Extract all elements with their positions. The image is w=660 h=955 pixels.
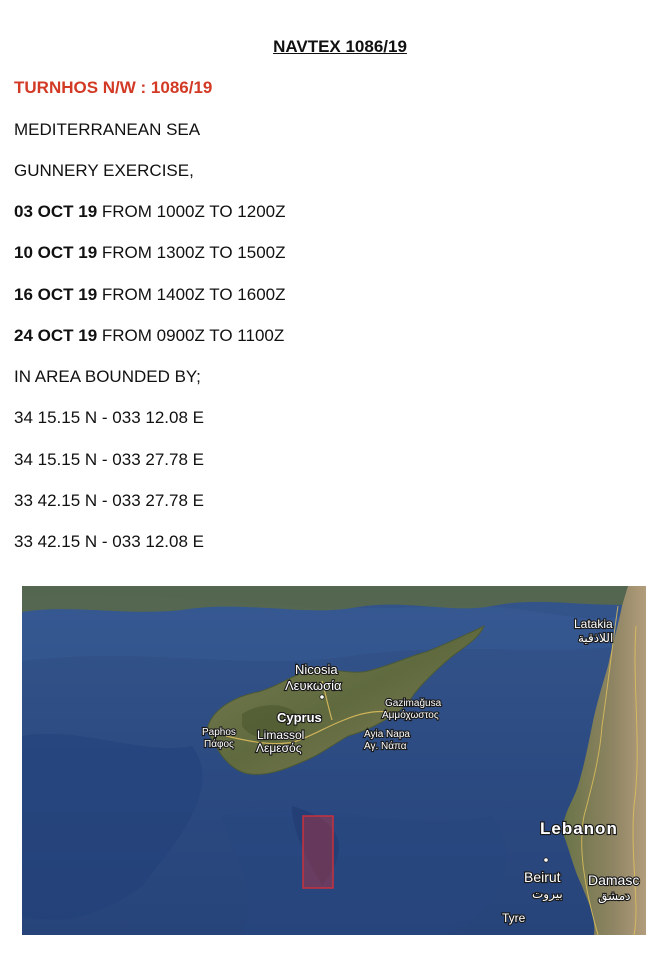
schedule-row xyxy=(14,243,286,263)
schedule-date: 03 OCT 19 xyxy=(14,202,98,221)
region-line: MEDITERRANEAN SEA xyxy=(14,120,201,139)
notice-header: TURNHOS N/W : 1086/19 xyxy=(14,78,213,97)
schedule-time: FROM 0900Z TO 1100Z xyxy=(101,326,285,345)
label-beirut: Beirut xyxy=(524,869,561,885)
schedule-date: 16 OCT 19 xyxy=(14,285,98,304)
exercise-area xyxy=(303,816,333,888)
satellite-map xyxy=(22,586,646,935)
schedule-row xyxy=(14,202,286,222)
label-tyre: Tyre xyxy=(502,911,526,925)
label-gazimagusa-gr: Αμμόχωστος xyxy=(382,710,439,721)
coordinate-line: 33 42.15 N - 033 12.08 E xyxy=(14,532,204,551)
schedule-row xyxy=(14,326,284,346)
area-intro: IN AREA BOUNDED BY; xyxy=(14,367,201,386)
label-damascus-ar: دمشق xyxy=(598,889,631,903)
coordinate-line: 34 15.15 N - 033 12.08 E xyxy=(14,408,204,427)
label-nicosia-gr: Λευκωσία xyxy=(285,678,342,693)
schedule-time: FROM 1400Z TO 1600Z xyxy=(101,285,286,304)
label-nicosia: Nicosia xyxy=(295,662,338,677)
coordinate-line: 34 15.15 N - 033 27.78 E xyxy=(14,450,204,469)
label-limassol: Limassol xyxy=(257,728,305,742)
schedule-row xyxy=(14,285,286,305)
label-limassol-gr: Λεμεσός xyxy=(256,741,302,755)
activity-line: GUNNERY EXERCISE, xyxy=(14,161,194,180)
schedule-time: FROM 1300Z TO 1500Z xyxy=(101,243,286,262)
label-gazimagusa: Gazimağusa xyxy=(385,698,442,709)
schedule-date: 10 OCT 19 xyxy=(14,243,98,262)
label-ayia-napa-gr: Αγ. Νάπα xyxy=(364,741,407,752)
page-title: NAVTEX 1086/19 xyxy=(273,37,407,56)
label-damascus: Damasc xyxy=(588,872,640,888)
schedule-date: 24 OCT 19 xyxy=(14,326,98,345)
label-latakia: Latakia xyxy=(574,617,613,631)
label-latakia-ar: اللاذقية xyxy=(578,631,614,645)
coordinate-line: 33 42.15 N - 033 27.78 E xyxy=(14,491,204,510)
schedule-time: FROM 1000Z TO 1200Z xyxy=(101,202,286,221)
label-paphos: Paphos xyxy=(202,727,236,738)
label-lebanon: Lebanon xyxy=(540,819,618,838)
label-cyprus: Cyprus xyxy=(277,710,322,725)
label-beirut-ar: بيروت xyxy=(532,887,563,901)
label-paphos-gr: Πάφος xyxy=(204,739,234,750)
label-ayia-napa: Ayia Napa xyxy=(364,729,410,740)
